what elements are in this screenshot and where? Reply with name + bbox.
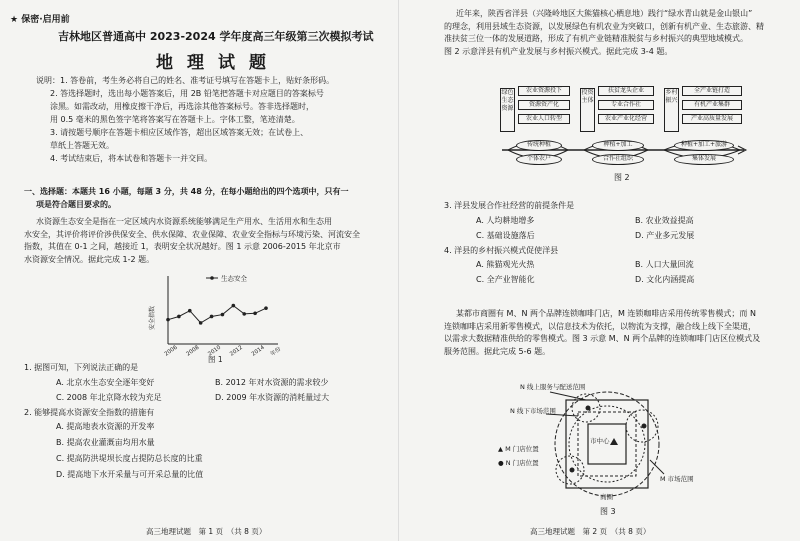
question-3-options [444, 213, 794, 243]
fig2-box: 扶贫龙头企业 [598, 86, 654, 96]
series-line [168, 306, 266, 323]
question-1-stem: 1. 据图可知，下列说法正确的是 [24, 363, 139, 372]
option-b[interactable]: B. 人口大量回流 [635, 260, 694, 269]
question-2-stem: 2. 能够提高水资源安全指数的措施有 [24, 407, 155, 417]
x-tick-label: 2008 [185, 344, 201, 358]
page-divider [398, 0, 399, 541]
x-tick-label: 年份 [269, 346, 283, 358]
passage-line: 近年来，陕西省洋县（兴隆岭地区大熊猫核心栖息地）践行“绿水青山就是金山银山” [456, 9, 753, 18]
data-point [242, 312, 246, 316]
passage-line: 的理念，利用县域生态资源，以发展绿色有机农业为突破口，创新有机产业、生态旅游、精 [444, 21, 764, 31]
figure-1-line-chart [146, 268, 286, 364]
exam-title: 吉林地区普通高中 2023-2024 学年度高三年级第三次模拟考试 [58, 30, 374, 43]
passage-line: 某都市商圈有 M、N 两个品牌连锁咖啡门店，M 连锁咖啡店采用传统零售模式；而 N [456, 309, 756, 318]
figure-2-diagram [498, 84, 748, 188]
instruction-line: 2. 答选择题时，选出每小题答案后，用 2B 铅笔把答题卡对应题目的答案标号 [50, 89, 324, 98]
fig2-oval: 合作社组织 [592, 154, 644, 165]
option-c[interactable]: C. 全产业智能化 [476, 275, 535, 284]
legend-marker [210, 276, 214, 280]
option-d[interactable]: D. 文化内涵提高 [635, 275, 695, 284]
x-tick-label: 2012 [229, 344, 244, 358]
option-c[interactable]: C. 基础设施落后 [476, 230, 535, 240]
question-2-options [24, 419, 374, 483]
passage-line: 水资源生态安全是指在一定区域内水资源系统能够满足生产用水、生活用水和生态用 [36, 217, 332, 226]
instruction-line: 草纸上答题无效。 [50, 141, 114, 150]
question-4-options [444, 257, 794, 287]
fig2-oval: 种植+加工 [592, 140, 644, 151]
data-point [264, 306, 268, 310]
fig2-box: 专业合作社 [598, 100, 654, 110]
section-line: 项是符合题目要求的。 [36, 199, 116, 209]
passage-water-security [24, 216, 374, 266]
fig2-box: 农业资源投下 [518, 86, 570, 96]
data-point [210, 315, 214, 319]
fig2-oval: 集体发展 [674, 154, 734, 165]
fig2-oval: 种植+加工+旅游 [674, 140, 734, 151]
question-3-stem: 3. 洋县发展合作社经营的前提条件是 [444, 201, 575, 210]
fig3-label: M 市场范围 [660, 475, 694, 483]
fig2-box: 全产业链打造 [682, 86, 742, 96]
instruction-line: 说明：1. 答卷前，考生务必将自己的姓名、准考证号填写在答题卡上，贴好条形码。 [36, 76, 335, 85]
passage-line: 图 2 示意洋县有机产业发展与乡村振兴模式。据此完成 3-4 题。 [444, 46, 673, 56]
question-4-stem: 4. 洋县的乡村振兴模式促使洋县 [444, 245, 559, 255]
passage-yang-county [444, 8, 794, 58]
page-footer: 高三地理试题 第 2 页 （共 8 页） [530, 527, 651, 536]
instruction-line: 涂黑。如需改动，用橡皮擦干净后，再选涂其他答案标号。答非选择题时， [50, 102, 314, 111]
data-point [232, 304, 236, 308]
fig3-label: 市中心 [590, 437, 610, 445]
option-a[interactable]: A. 人均耕地增多 [476, 215, 535, 225]
fig3-legend: ▲ M 门店位置 [498, 445, 539, 453]
passage-line: 服务范围。据此完成 5-6 题。 [444, 346, 551, 356]
instruction-line: 4. 考试结束后，将本试卷和答题卡一并交回。 [50, 154, 213, 163]
option-a[interactable]: A. 提高地表水资源的开发率 [56, 422, 155, 431]
question-1-options [24, 375, 374, 405]
option-d[interactable]: D. 提高地下水开采量与可开采总量的比值 [56, 470, 204, 479]
fig2-oval: 个体农户 [516, 154, 562, 165]
option-b[interactable]: B. 农业效益提高 [635, 215, 694, 225]
data-point [221, 313, 225, 317]
data-point [177, 315, 181, 319]
fig2-box: 有机产业集群 [682, 100, 742, 110]
fig2-investor: 投资主体 [580, 88, 595, 132]
figure-3-caption: 图 3 [600, 507, 616, 516]
option-b[interactable]: B. 2012 年对水资源的需求较少 [215, 377, 329, 387]
instruction-line: 3. 请按题号顺序在答题卡相应区域作答，超出区域答案无效；在试卷上、 [50, 128, 309, 137]
figure-3-diagram [490, 380, 710, 520]
question-3-4 [444, 200, 794, 287]
data-point [199, 321, 203, 325]
option-d[interactable]: D. 产业多元发展 [635, 230, 695, 240]
exam-instructions [36, 74, 376, 165]
instruction-line: 用 0.5 毫米的黑色签字笔将答案写在答题卡上。字体工整，笔迹清楚。 [50, 115, 300, 124]
x-tick-label: 2014 [250, 344, 266, 358]
option-a[interactable]: A. 熊猫观光火热 [476, 260, 535, 269]
data-point [166, 318, 170, 322]
fig3-legend: ● N 门店位置 [498, 459, 539, 467]
passage-line: 水资源安全情况。据此完成 1-2 题。 [24, 254, 155, 264]
fig3-label: N 线下市场范围 [510, 407, 556, 415]
option-c[interactable]: C. 2008 年北京降水较为充足 [56, 392, 162, 402]
fig3-label: N 线上服务与配送范围 [520, 383, 586, 391]
x-tick-label: 2006 [163, 344, 179, 358]
fig2-rural-revival: 乡村振兴 [664, 88, 679, 132]
fig2-green-resource: 绿色生态资源 [500, 88, 515, 132]
option-d[interactable]: D. 2009 年水资源的消耗量过大 [215, 392, 330, 402]
passage-line: 连锁咖啡店采用新零售模式，以信息技术为依托，以物流为支撑，融合线上线下全渠道， [444, 321, 756, 331]
passage-line: 以需求大数据精准供给的零售模式。图 3 示意 M、N 两个品牌的连锁咖啡门店区位模式及 [444, 334, 761, 343]
option-a[interactable]: A. 北京水生态安全逐年变好 [56, 377, 155, 387]
confidential-mark: ★ 保密·启用前 [10, 15, 70, 25]
option-b[interactable]: B. 提高农业灌溉亩均用水量 [56, 438, 155, 447]
figure-2-caption: 图 2 [614, 173, 630, 182]
fig2-box: 产业高质量发展 [682, 114, 742, 124]
fig2-oval: 传统种植 [516, 140, 562, 151]
question-1 [24, 362, 374, 483]
page-footer: 高三地理试题 第 1 页 （共 8 页） [146, 527, 267, 536]
subject-title: 地理试题 [156, 53, 280, 73]
left-page [6, 6, 378, 536]
passage-line: 指数，其值在 0-1 之间，越接近 1，表明安全状况越好。图 1 示意 2006-2015 年北京市 [24, 242, 341, 251]
fig2-box: 资源资产化 [518, 100, 570, 110]
fig3-label: 商圈 [600, 493, 613, 501]
x-tick-label: 2010 [207, 344, 223, 358]
fig2-box: 农业产业化经营 [598, 114, 654, 124]
passage-coffee-stores [444, 308, 794, 358]
right-page [420, 6, 792, 536]
legend-label: 生态安全 [221, 274, 247, 283]
passage-line: 水安全，其评价将评价涉供保安全、供水保障、农业保障、农业安全指标与环境污染、河流安全 [24, 229, 360, 239]
section-line: 一、选择题：本题共 16 小题，每题 3 分，共 48 分，在每小题给出的四个选项中，只有一 [24, 187, 349, 196]
section-heading [24, 186, 374, 211]
passage-line: 准扶贫三位一体的发展道路，形成了有机产业链精准脱贫与乡村振兴的典型地域模式。 [444, 34, 748, 43]
data-point [253, 311, 257, 315]
data-point [188, 309, 192, 313]
chart-svg [146, 268, 286, 364]
fig2-box: 农业人口转型 [518, 114, 570, 124]
figure-1-caption: 图 1 [208, 355, 223, 364]
y-axis-label: 安全指数 [149, 305, 156, 330]
option-c[interactable]: C. 提高防洪堤坝长度占提防总长度的比重 [56, 454, 203, 463]
